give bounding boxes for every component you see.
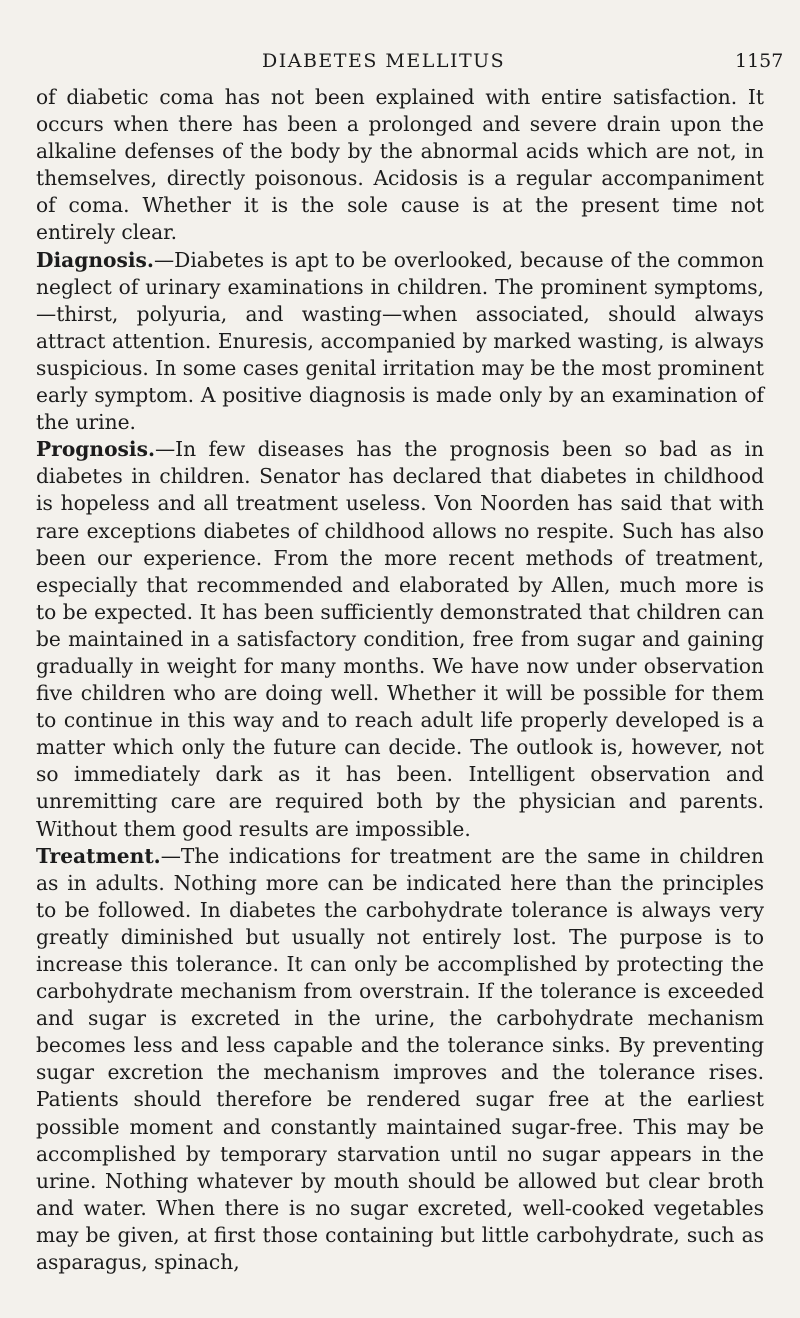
heading-diagnosis: Diagnosis. bbox=[36, 247, 154, 272]
paragraph-treatment bbox=[36, 843, 764, 1277]
heading-treatment: Treatment. bbox=[36, 843, 161, 868]
paragraph-treatment-text: —The indications for treatment are the same in children as in adults. Nothing more can be indicated here than the principles to be followed. In diabetes the carbohydrate tolerance is always very greatly diminished but usually not entirely lost. The purpose is to increase this tolerance. It can only be accomplished by protecting the carbohydrate mechanism from overstrain. If the tolerance is exceeded and sugar is excreted in the urine, the carbohydrate mechanism becomes less and less capable and the tolerance sinks. By preventing sugar excretion the mechanism improves and the tolerance rises. Patients should therefore be rendered sugar free at the earliest possible moment and constantly maintained sugar-free. This may be accomplished by temporary starvation until no sugar appears in the urine. Nothing whatever by mouth should be allowed but clear broth and water. When there is no sugar excreted, well-cooked vegetables may be given, at first those containing but little carbohydrate, such as asparagus, spinach, bbox=[36, 843, 764, 1275]
paragraph-diagnosis-text: —Diabetes is apt to be overlooked, because of the common neglect of urinary examinations in children. The prominent symptoms,—thirst, polyuria, and wasting—when associated, should always attract attention. Enuresis, accompanied by marked wasting, is always suspicious. In some cases genital irritation may be the most prominent early symptom. A positive diagnosis is made only by an examination of the urine. bbox=[36, 247, 764, 435]
page-number: 1157 bbox=[735, 50, 784, 72]
paragraph-prognosis bbox=[36, 436, 764, 842]
paragraph-prognosis-text: —In few diseases has the prognosis been so bad as in diabetes in children. Senator has declared that diabetes in childhood is hopeless and all treatment useless. Von Noorden has said that with rare exceptions diabetes of childhood allows no respite. Such has also been our experience. From the more recent methods of treatment, especially that recommended and elaborated by Allen, much more is to be expected. It has been sufficiently demonstrated that children can be maintained in a satisfactory condition, free from sugar and gaining gradually in weight for many months. We have now under observation five children who are doing well. Whether it will be possible for them to continue in this way and to reach adult life properly developed is a matter which only the future can decide. The outlook is, however, not so immediately dark as it has been. Intelligent observation and unremitting care are required both by the physician and parents. Without them good results are impossible. bbox=[36, 437, 764, 841]
running-header bbox=[0, 50, 800, 80]
body-text bbox=[36, 84, 764, 1276]
paragraph-diagnosis bbox=[36, 247, 764, 437]
heading-prognosis: Prognosis. bbox=[36, 437, 155, 462]
paragraph-coma-text: of diabetic coma has not been explained with entire satisfaction. It occurs when there has been a prolonged and severe drain upon the alkaline defenses of the body by the abnormal acids which are not, in themselves, directly poisonous. Acidosis is a regular accompaniment of coma. Whether it is the sole cause is at the present time not entirely clear. bbox=[36, 85, 764, 245]
running-title: DIABETES MELLITUS bbox=[262, 50, 506, 72]
paragraph-coma bbox=[36, 84, 764, 247]
